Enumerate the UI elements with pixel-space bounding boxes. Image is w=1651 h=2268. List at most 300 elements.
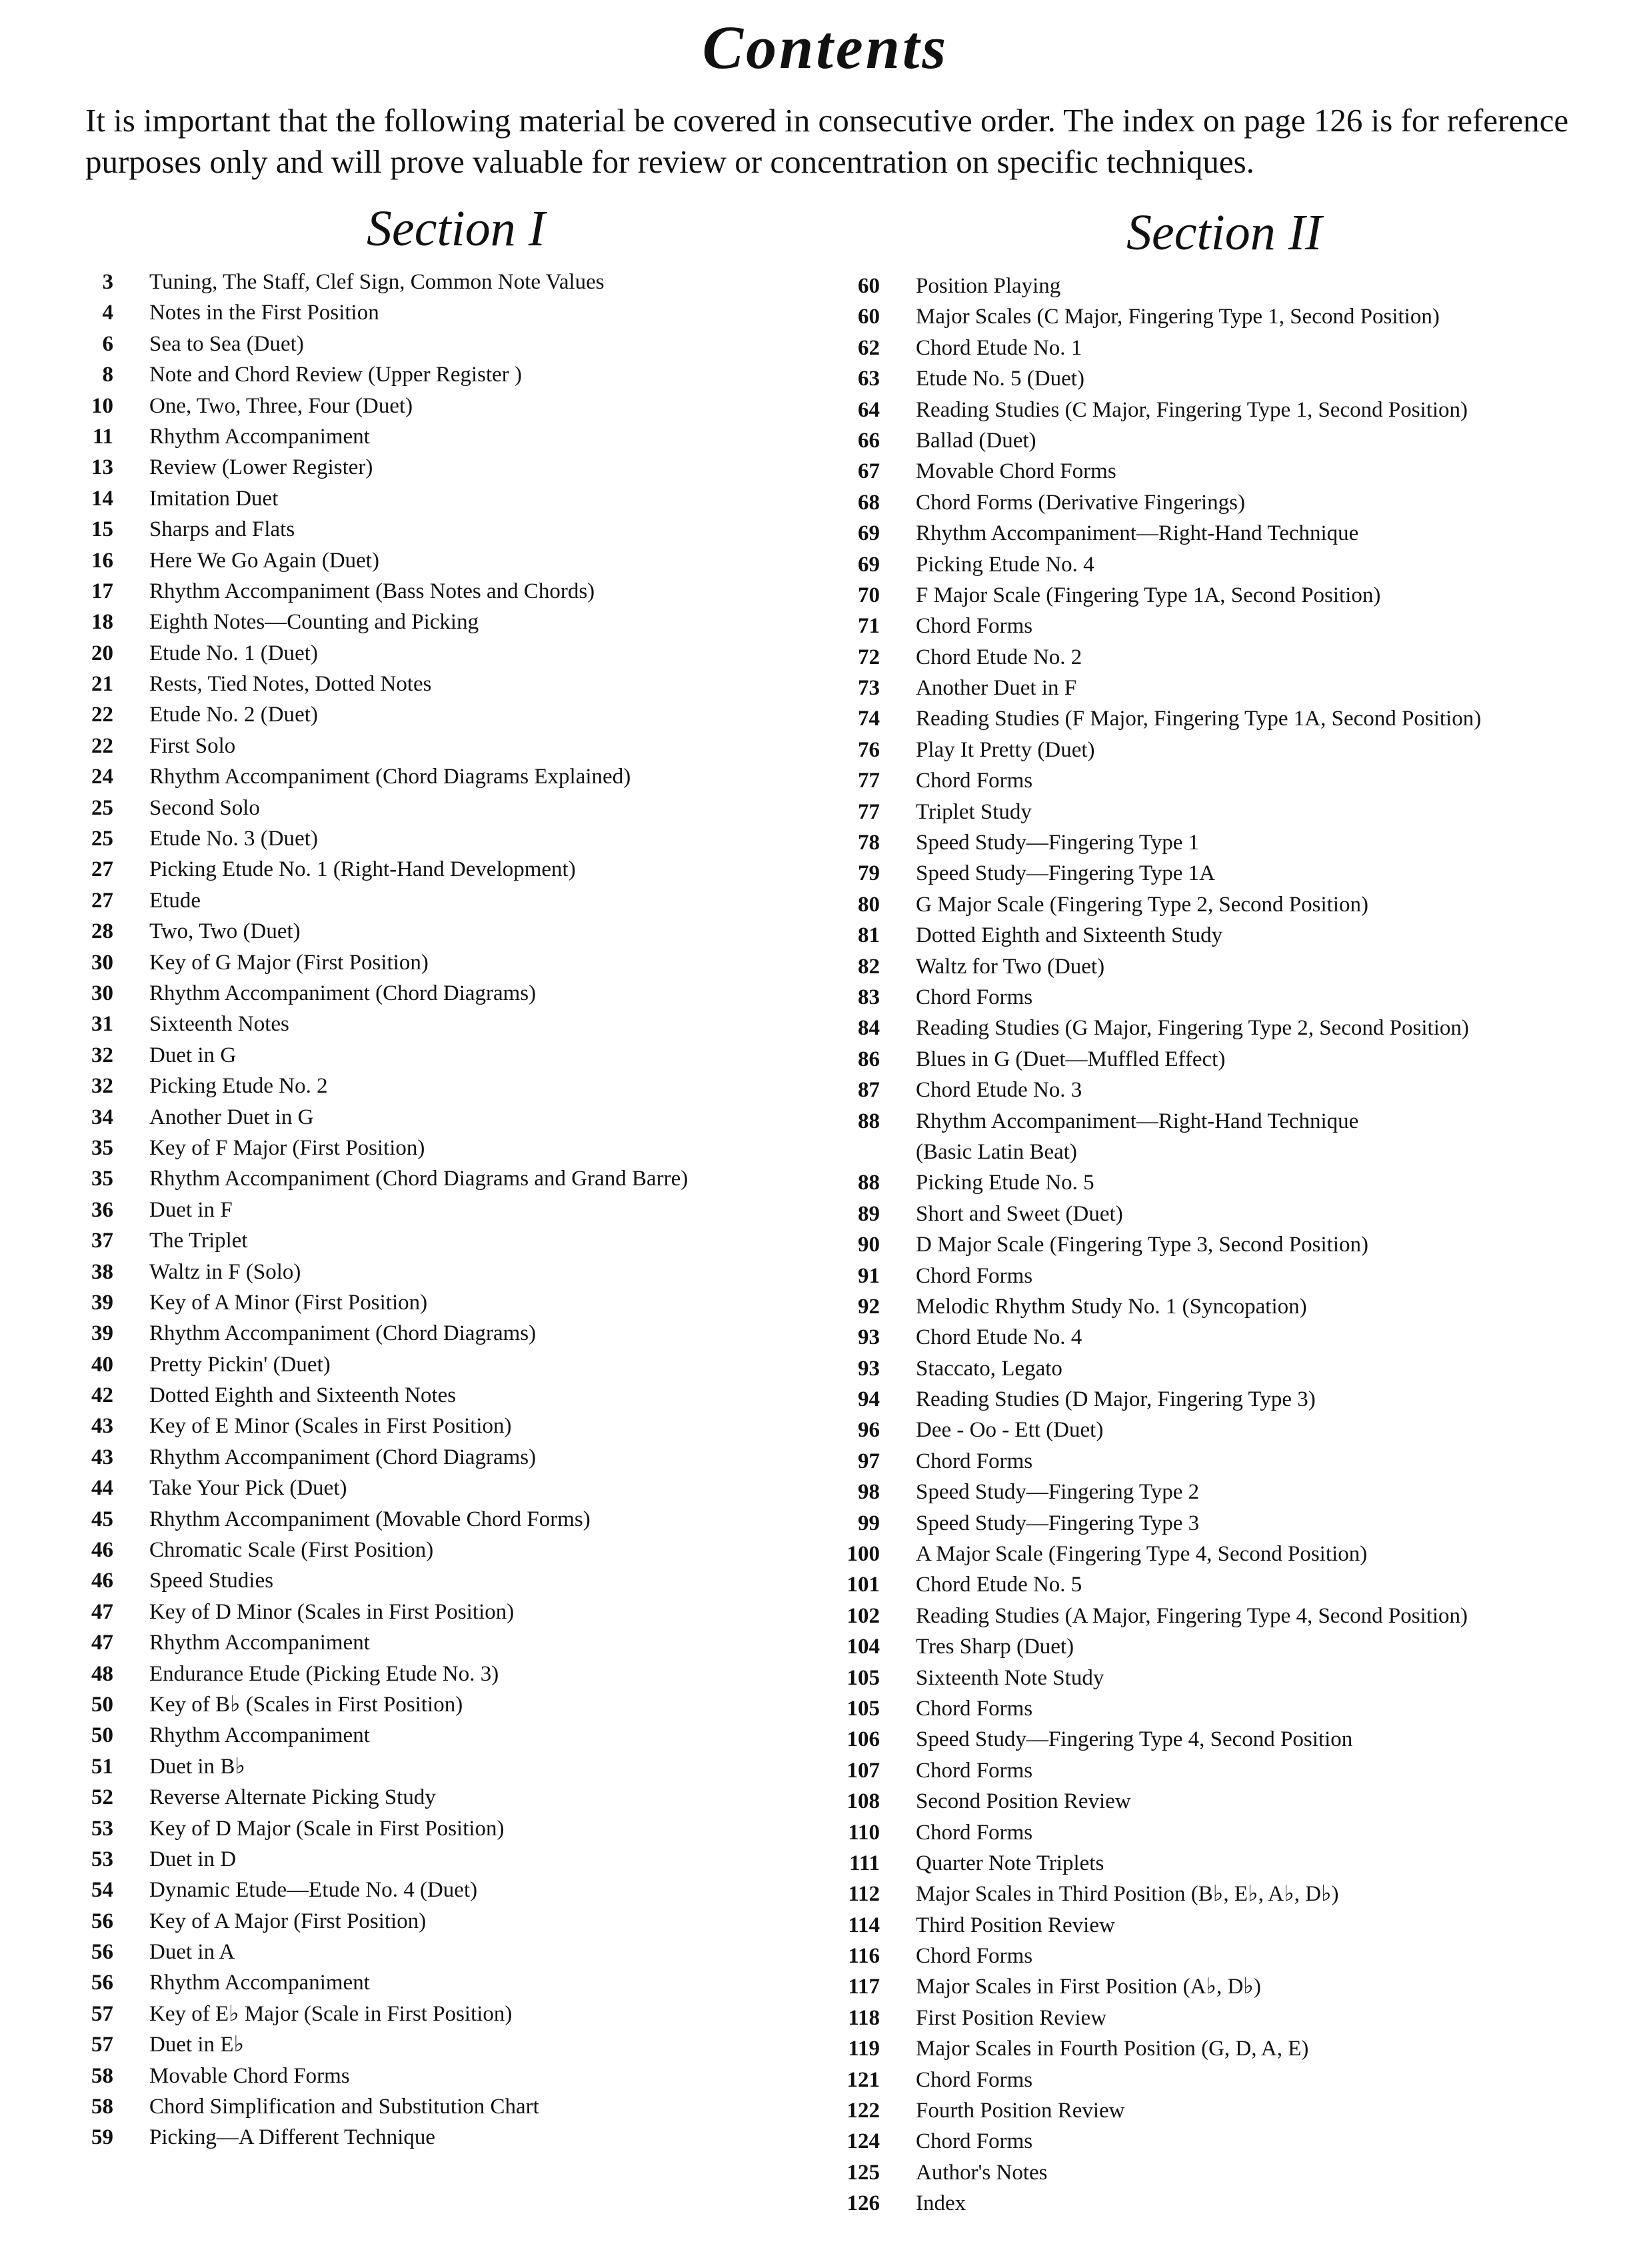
- toc-entry: [59, 483, 688, 514]
- toc-page-number: [825, 1137, 880, 1167]
- toc-entry-title: Notes in the First Position: [149, 301, 379, 325]
- toc-entry: [825, 333, 1481, 363]
- toc-entry: [59, 1504, 688, 1535]
- toc-page-number: 105: [846, 1696, 880, 1721]
- toc-entry-title: Rhythm Accompaniment (Bass Notes and Chords): [149, 579, 595, 603]
- toc-entry: [59, 1689, 688, 1720]
- toc-page-number: 60: [858, 274, 880, 298]
- toc-page-number: 50: [91, 1692, 113, 1717]
- toc-entry: [825, 703, 1481, 734]
- toc-entry: [825, 425, 1481, 456]
- toc-entry-title: Second Position Review: [916, 1789, 1131, 1814]
- toc-entry: [825, 827, 1481, 858]
- toc-entry-title: Speed Study—Fingering Type 1: [916, 831, 1200, 855]
- toc-entry-title: Etude: [149, 888, 201, 913]
- toc-page-number: 6: [102, 331, 113, 356]
- toc-entry: [59, 607, 688, 637]
- toc-entry: [59, 2061, 688, 2091]
- toc-page-number: 51: [91, 1754, 113, 1779]
- toc-page-number: 101: [846, 1573, 880, 1597]
- toc-page-number: 106: [846, 1727, 880, 1752]
- toc-entry-title: Major Scales (C Major, Fingering Type 1, Second Position): [916, 305, 1440, 329]
- toc-page-number: 53: [91, 1816, 113, 1841]
- toc-entry-title: Reading Studies (C Major, Fingering Type 1, Second Position): [916, 397, 1468, 422]
- toc-page-number: 125: [846, 2160, 880, 2185]
- toc-page-number: 60: [858, 305, 880, 329]
- toc-page-number: 89: [858, 1201, 880, 1226]
- toc-entry-title: Rhythm Accompaniment: [149, 424, 370, 449]
- toc-entry: [59, 2029, 688, 2060]
- toc-entry-title: Key of B♭ (Scales in First Position): [149, 1692, 463, 1717]
- toc-page-number: 36: [91, 1197, 113, 1222]
- toc-entry-title: Rhythm Accompaniment (Chord Diagrams): [149, 981, 537, 1005]
- toc-entry-title: Reading Studies (D Major, Fingering Type 3): [916, 1387, 1316, 1412]
- toc-page-number: 16: [91, 548, 113, 573]
- toc-entry: [825, 735, 1481, 765]
- toc-entry-title: D Major Scale (Fingering Type 3, Second Position): [916, 1233, 1368, 1257]
- toc-entry: [825, 580, 1481, 611]
- toc-entry-title: One, Two, Three, Four (Duet): [149, 393, 413, 418]
- toc-entry: [59, 1009, 688, 1039]
- toc-entry: [59, 1195, 688, 1225]
- toc-page-number: 53: [91, 1847, 113, 1871]
- toc-page-number: 116: [848, 1944, 880, 1969]
- toc-entry-title: Picking Etude No. 4: [916, 552, 1094, 577]
- toc-page-number: 34: [91, 1105, 113, 1129]
- toc-page-number: 47: [91, 1599, 113, 1624]
- toc-entry: [59, 1102, 688, 1133]
- toc-entry-title: Key of A Minor (First Position): [149, 1290, 428, 1315]
- toc-entry: [825, 1199, 1481, 1229]
- toc-entry: [59, 1844, 688, 1875]
- toc-page-number: 74: [858, 707, 880, 731]
- toc-entry-title: Reading Studies (A Major, Fingering Type 4, Second Position): [916, 1603, 1468, 1628]
- toc-entry: [825, 858, 1481, 889]
- toc-entry-title: Chord Forms: [916, 1449, 1033, 1473]
- toc-entry-title: Another Duet in G: [149, 1105, 314, 1129]
- toc-entry-title: Chord Forms: [916, 2067, 1033, 2092]
- toc-entry: [59, 267, 688, 297]
- toc-page-number: 90: [858, 1233, 880, 1257]
- toc-entry: [825, 1631, 1481, 1662]
- toc-entry-title: Speed Study—Fingering Type 3: [916, 1511, 1200, 1535]
- toc-entry-title: Imitation Duet: [149, 486, 279, 511]
- toc-entry-title: Rhythm Accompaniment (Chord Diagrams): [149, 1445, 537, 1469]
- toc-entry: [825, 2157, 1481, 2188]
- toc-entry: [825, 642, 1481, 673]
- toc-page-number: 39: [91, 1321, 113, 1346]
- toc-page-number: 121: [846, 2067, 880, 2092]
- toc-entry: [825, 271, 1481, 301]
- toc-page-number: 112: [848, 1882, 880, 1907]
- toc-entry-title: Triplet Study: [916, 799, 1032, 824]
- toc-entry: [825, 1755, 1481, 1786]
- toc-entry-title: Here We Go Again (Duet): [149, 548, 379, 573]
- toc-entry: [825, 1539, 1481, 1569]
- toc-entry-title: Chord Forms: [916, 1820, 1033, 1845]
- toc-entry: [59, 699, 688, 730]
- toc-page-number: 118: [848, 2005, 880, 2030]
- toc-page-number: 27: [91, 857, 113, 882]
- toc-entry-title: First Solo: [149, 733, 236, 758]
- section-1-entries: [59, 267, 688, 2153]
- toc-entry: [59, 2122, 688, 2153]
- toc-page-number: 81: [858, 923, 880, 948]
- toc-entry: [825, 1075, 1481, 1105]
- toc-entry-title: Picking—A Different Technique: [149, 2125, 436, 2150]
- toc-entry: [59, 452, 688, 483]
- toc-entry: [59, 1751, 688, 1782]
- toc-entry: [59, 297, 688, 328]
- toc-entry: [825, 1415, 1481, 1445]
- toc-page-number: 39: [91, 1290, 113, 1315]
- section-2-entries: [825, 271, 1481, 2219]
- toc-entry-title: Chord Forms: [916, 1944, 1033, 1969]
- toc-entry: [825, 1786, 1481, 1817]
- toc-entry: [825, 1477, 1481, 1507]
- toc-page-number: 47: [91, 1631, 113, 1655]
- toc-entry: [825, 951, 1481, 982]
- toc-entry: [825, 1724, 1481, 1755]
- toc-entry-title: Picking Etude No. 1 (Right-Hand Development): [149, 857, 576, 882]
- toc-entry: [59, 638, 688, 669]
- toc-page-number: 32: [91, 1074, 113, 1099]
- toc-page-number: 93: [858, 1356, 880, 1381]
- toc-page-number: 77: [858, 799, 880, 824]
- toc-entry: [825, 518, 1481, 549]
- toc-page-number: 25: [91, 795, 113, 820]
- toc-page-number: 37: [91, 1229, 113, 1253]
- toc-page-number: 98: [858, 1480, 880, 1505]
- toc-entry-title: Author's Notes: [916, 2160, 1048, 2185]
- toc-entry-title: Duet in A: [149, 1940, 235, 1965]
- toc-entry: [59, 669, 688, 699]
- toc-entry: [59, 1999, 688, 2029]
- toc-entry-title: Rests, Tied Notes, Dotted Notes: [149, 672, 432, 697]
- toc-page-number: 88: [858, 1109, 880, 1133]
- toc-entry: [825, 395, 1481, 425]
- toc-page-number: 22: [91, 733, 113, 758]
- toc-page-number: 40: [91, 1352, 113, 1377]
- toc-entry: [825, 1106, 1481, 1137]
- toc-entry-title: G Major Scale (Fingering Type 2, Second Position): [916, 892, 1368, 917]
- toc-entry: [825, 1910, 1481, 1941]
- toc-page-number: 63: [858, 367, 880, 391]
- toc-page-number: 124: [846, 2129, 880, 2154]
- toc-entry: [825, 1569, 1481, 1600]
- toc-page-number: 70: [858, 583, 880, 607]
- toc-entry-title: Reading Studies (G Major, Fingering Type 2, Second Position): [916, 1016, 1469, 1041]
- toc-entry: [59, 1163, 688, 1194]
- toc-entry: [59, 576, 688, 607]
- toc-entry-title: Rhythm Accompaniment (Chord Diagrams Explained): [149, 765, 631, 789]
- toc-entry-title: Fourth Position Review: [916, 2099, 1125, 2123]
- toc-entry-title: Endurance Etude (Picking Etude No. 3): [149, 1661, 499, 1686]
- toc-page-number: 25: [91, 827, 113, 851]
- toc-entry: [825, 1044, 1481, 1075]
- toc-entry-title: Staccato, Legato: [916, 1356, 1062, 1381]
- toc-page-number: 91: [858, 1263, 880, 1288]
- toc-entry-title: Chord Etude No. 1: [916, 335, 1082, 360]
- toc-entry-title: Chord Etude No. 5: [916, 1573, 1082, 1597]
- toc-page-number: 22: [91, 703, 113, 727]
- toc-entry: [825, 1384, 1481, 1415]
- toc-entry: [825, 1879, 1481, 1909]
- toc-entry-title: Chromatic Scale (First Position): [149, 1538, 434, 1563]
- toc-page-number: 13: [91, 455, 113, 480]
- toc-entry-title: A Major Scale (Fingering Type 4, Second Position): [916, 1542, 1368, 1567]
- toc-entry-title: Duet in D: [149, 1847, 237, 1871]
- toc-entry: [825, 1663, 1481, 1693]
- toc-page-number: 67: [858, 459, 880, 484]
- toc-page-number: 79: [858, 861, 880, 886]
- toc-entry: [825, 611, 1481, 641]
- toc-entry: [59, 1225, 688, 1256]
- toc-entry-title: Chord Forms: [916, 614, 1033, 639]
- toc-page-number: 28: [91, 919, 113, 944]
- toc-page-number: 84: [858, 1016, 880, 1041]
- toc-entry-title: Rhythm Accompaniment (Chord Diagrams): [149, 1321, 537, 1346]
- toc-entry: [825, 549, 1481, 580]
- toc-entry-title: Pretty Pickin' (Duet): [149, 1352, 331, 1377]
- toc-page-number: 111: [849, 1851, 880, 1875]
- toc-page-number: 24: [91, 765, 113, 789]
- toc-entry-title: Waltz in F (Solo): [149, 1259, 301, 1284]
- toc-entry-title: Speed Study—Fingering Type 4, Second Position: [916, 1727, 1353, 1752]
- toc-page-number: 56: [91, 1971, 113, 1995]
- toc-page-number: 27: [91, 888, 113, 913]
- toc-page-number: 82: [858, 954, 880, 979]
- toc-entry: [825, 673, 1481, 703]
- toc-entry: [59, 793, 688, 823]
- toc-page-number: 97: [858, 1449, 880, 1473]
- page-title: Contents: [702, 13, 949, 81]
- toc-page-number: 76: [858, 737, 880, 762]
- toc-entry: [59, 1318, 688, 1349]
- toc-page-number: 15: [91, 517, 113, 542]
- toc-entry-title: Speed Studies: [149, 1569, 274, 1593]
- toc-entry: [59, 1380, 688, 1411]
- toc-page-number: 48: [91, 1661, 113, 1686]
- toc-entry: [825, 1353, 1481, 1384]
- toc-page-number: 3: [102, 270, 113, 294]
- toc-page-number: 73: [858, 676, 880, 701]
- toc-page-number: 43: [91, 1414, 113, 1439]
- toc-entry: [825, 487, 1481, 518]
- toc-entry-title: Rhythm Accompaniment: [149, 1971, 370, 1995]
- toc-page-number: 44: [91, 1476, 113, 1501]
- toc-entry: [59, 1535, 688, 1565]
- toc-page-number: 99: [858, 1511, 880, 1535]
- toc-entry: [59, 1287, 688, 1318]
- toc-entry: [59, 916, 688, 947]
- toc-page-number: 46: [91, 1538, 113, 1563]
- toc-entry-title: Movable Chord Forms: [149, 2063, 350, 2088]
- toc-entry: [825, 1137, 1481, 1167]
- toc-entry-title: Chord Forms: [916, 1758, 1033, 1783]
- toc-entry: [825, 2033, 1481, 2064]
- toc-entry: [59, 329, 688, 359]
- toc-page-number: 54: [91, 1878, 113, 1903]
- toc-entry: [59, 947, 688, 978]
- toc-page-number: 59: [91, 2125, 113, 2150]
- toc-entry-title: Dotted Eighth and Sixteenth Study: [916, 923, 1223, 948]
- toc-entry-title: First Position Review: [916, 2005, 1107, 2030]
- toc-page-number: 17: [91, 579, 113, 603]
- toc-entry-title: Speed Study—Fingering Type 2: [916, 1480, 1200, 1505]
- toc-entry-title: The Triplet: [149, 1229, 248, 1253]
- toc-page-number: 86: [858, 1047, 880, 1071]
- toc-entry-title: Sea to Sea (Duet): [149, 331, 304, 356]
- toc-entry-title: Duet in G: [149, 1043, 237, 1067]
- toc-entry-title: Review (Lower Register): [149, 455, 373, 480]
- toc-entry-title: Tres Sharp (Duet): [916, 1635, 1074, 1659]
- toc-page-number: 30: [91, 950, 113, 975]
- toc-page-number: 107: [846, 1758, 880, 1783]
- toc-entry: [59, 1442, 688, 1473]
- toc-entry-title: Chord Etude No. 2: [916, 645, 1082, 669]
- toc-entry: [59, 1782, 688, 1813]
- toc-entry: [825, 456, 1481, 487]
- toc-entry: [825, 1971, 1481, 2002]
- toc-entry-title: Quarter Note Triplets: [916, 1851, 1104, 1875]
- toc-entry-title: Key of G Major (First Position): [149, 950, 429, 975]
- toc-entry: [59, 761, 688, 792]
- toc-page-number: 20: [91, 641, 113, 665]
- toc-entry-title: Etude No. 5 (Duet): [916, 367, 1084, 391]
- toc-entry: [825, 1322, 1481, 1353]
- toc-entry-title: Blues in G (Duet—Muffled Effect): [916, 1047, 1226, 1071]
- toc-entry-title: Reverse Alternate Picking Study: [149, 1785, 436, 1810]
- toc-entry-title: Speed Study—Fingering Type 1A: [916, 861, 1215, 886]
- toc-entry: [59, 359, 688, 390]
- toc-entry-title: Key of A Major (First Position): [149, 1909, 427, 1933]
- toc-entry: [825, 920, 1481, 951]
- toc-entry-title: Ballad (Duet): [916, 428, 1036, 453]
- intro-paragraph: It is important that the following material be covered in consecutive order. The index on page 126 is for reference purposes only and will prove valuable for review or concentration on specific techniques.: [85, 102, 1569, 180]
- toc-entry-title: Major Scales in First Position (A♭, D♭): [916, 1975, 1261, 1999]
- toc-entry-title: Chord Forms: [916, 985, 1033, 1009]
- toc-page-number: 50: [91, 1723, 113, 1748]
- toc-page-number: 94: [858, 1387, 880, 1412]
- toc-entry-title: Sixteenth Note Study: [916, 1665, 1104, 1690]
- toc-entry: [59, 514, 688, 545]
- toc-entry: [59, 978, 688, 1009]
- toc-entry: [59, 885, 688, 916]
- toc-entry-title: Second Solo: [149, 795, 260, 820]
- toc-entry-title: Third Position Review: [916, 1913, 1115, 1937]
- toc-entry-title: Another Duet in F: [916, 676, 1077, 701]
- toc-entry-title: Chord Forms (Derivative Fingerings): [916, 490, 1246, 515]
- toc-entry: [59, 1133, 688, 1163]
- toc-page-number: 88: [858, 1171, 880, 1195]
- toc-entry: [825, 797, 1481, 827]
- toc-page-number: 87: [858, 1078, 880, 1103]
- toc-page-number: 58: [91, 2063, 113, 2088]
- toc-page-number: 96: [858, 1418, 880, 1443]
- toc-page-number: 69: [858, 552, 880, 577]
- toc-page-number: 122: [846, 2099, 880, 2123]
- toc-page-number: 78: [858, 831, 880, 855]
- toc-entry-title: Etude No. 1 (Duet): [149, 641, 318, 665]
- toc-entry-title: Play It Pretty (Duet): [916, 737, 1095, 762]
- toc-entry: [59, 2091, 688, 2122]
- toc-entry-title: Index: [916, 2191, 966, 2216]
- toc-page-number: 46: [91, 1569, 113, 1593]
- toc-entry-title: Chord Forms: [916, 1263, 1033, 1288]
- toc-entry-title: Key of D Minor (Scales in First Position): [149, 1599, 515, 1624]
- toc-page-number: 42: [91, 1383, 113, 1408]
- toc-entry-title: Rhythm Accompaniment—Right-Hand Technique: [916, 521, 1359, 546]
- toc-entry-title: Duet in B♭: [149, 1754, 245, 1779]
- toc-page-number: 68: [858, 490, 880, 515]
- toc-page-number: 57: [91, 2033, 113, 2057]
- toc-entry-title: Melodic Rhythm Study No. 1 (Syncopation): [916, 1294, 1307, 1319]
- toc-entry-title: Key of E Minor (Scales in First Position): [149, 1414, 512, 1439]
- toc-entry-title: Note and Chord Review (Upper Register ): [149, 363, 523, 387]
- toc-entry-title: Chord Etude No. 3: [916, 1078, 1082, 1103]
- toc-entry: [59, 1720, 688, 1751]
- toc-page-number: 8: [102, 363, 113, 387]
- toc-entry: [825, 1941, 1481, 1971]
- toc-page-number: 80: [858, 892, 880, 917]
- toc-entry: [825, 1013, 1481, 1043]
- toc-page-number: 35: [91, 1167, 113, 1191]
- toc-entry: [59, 1627, 688, 1658]
- toc-entry-title: Tuning, The Staff, Clef Sign, Common Note Values: [149, 270, 605, 294]
- toc-entry: [59, 854, 688, 885]
- toc-page-number: 64: [858, 397, 880, 422]
- toc-entry: [825, 1446, 1481, 1477]
- toc-entry-title: Etude No. 2 (Duet): [149, 703, 318, 727]
- toc-page-number: 43: [91, 1445, 113, 1469]
- toc-entry-title: Picking Etude No. 5: [916, 1171, 1094, 1195]
- toc-page-number: 45: [91, 1507, 113, 1531]
- toc-page-number: 57: [91, 2001, 113, 2026]
- toc-page-number: 56: [91, 1909, 113, 1933]
- toc-page-number: 10: [91, 393, 113, 418]
- toc-entry-title: Two, Two (Duet): [149, 919, 301, 944]
- toc-entry-title: Dotted Eighth and Sixteenth Notes: [149, 1383, 457, 1408]
- toc-entry-title: Short and Sweet (Duet): [916, 1201, 1123, 1226]
- toc-entry: [59, 1040, 688, 1071]
- toc-entry-title: Picking Etude No. 2: [149, 1074, 328, 1099]
- toc-entry: [825, 2065, 1481, 2095]
- section-2-heading: Section II: [1126, 205, 1322, 261]
- toc-entry-title: Rhythm Accompaniment (Chord Diagrams and Grand Barre): [149, 1167, 689, 1191]
- toc-entry: [59, 823, 688, 854]
- toc-entry-title: Sixteenth Notes: [149, 1012, 289, 1037]
- toc-entry-title: Chord Forms: [916, 1696, 1033, 1721]
- toc-page-number: 71: [858, 614, 880, 639]
- toc-page-number: 93: [858, 1325, 880, 1350]
- toc-entry-title: Dee - Oo - Ett (Duet): [916, 1418, 1104, 1443]
- toc-entry: [825, 1261, 1481, 1291]
- toc-entry: [825, 1167, 1481, 1198]
- toc-entry: [825, 2003, 1481, 2033]
- toc-entry-title: Chord Forms: [916, 2129, 1033, 2154]
- toc-entry: [59, 1565, 688, 1596]
- toc-entry-title: Waltz for Two (Duet): [916, 954, 1105, 979]
- toc-entry: [59, 1473, 688, 1503]
- toc-entry: [59, 1071, 688, 1101]
- section-1-heading: Section I: [367, 201, 546, 257]
- toc-entry-title: Key of F Major (First Position): [149, 1135, 425, 1160]
- toc-entry-title: Duet in E♭: [149, 2033, 245, 2057]
- toc-entry: [59, 391, 688, 421]
- toc-entry-title: Dynamic Etude—Etude No. 4 (Duet): [149, 1878, 478, 1903]
- toc-entry: [825, 1601, 1481, 1631]
